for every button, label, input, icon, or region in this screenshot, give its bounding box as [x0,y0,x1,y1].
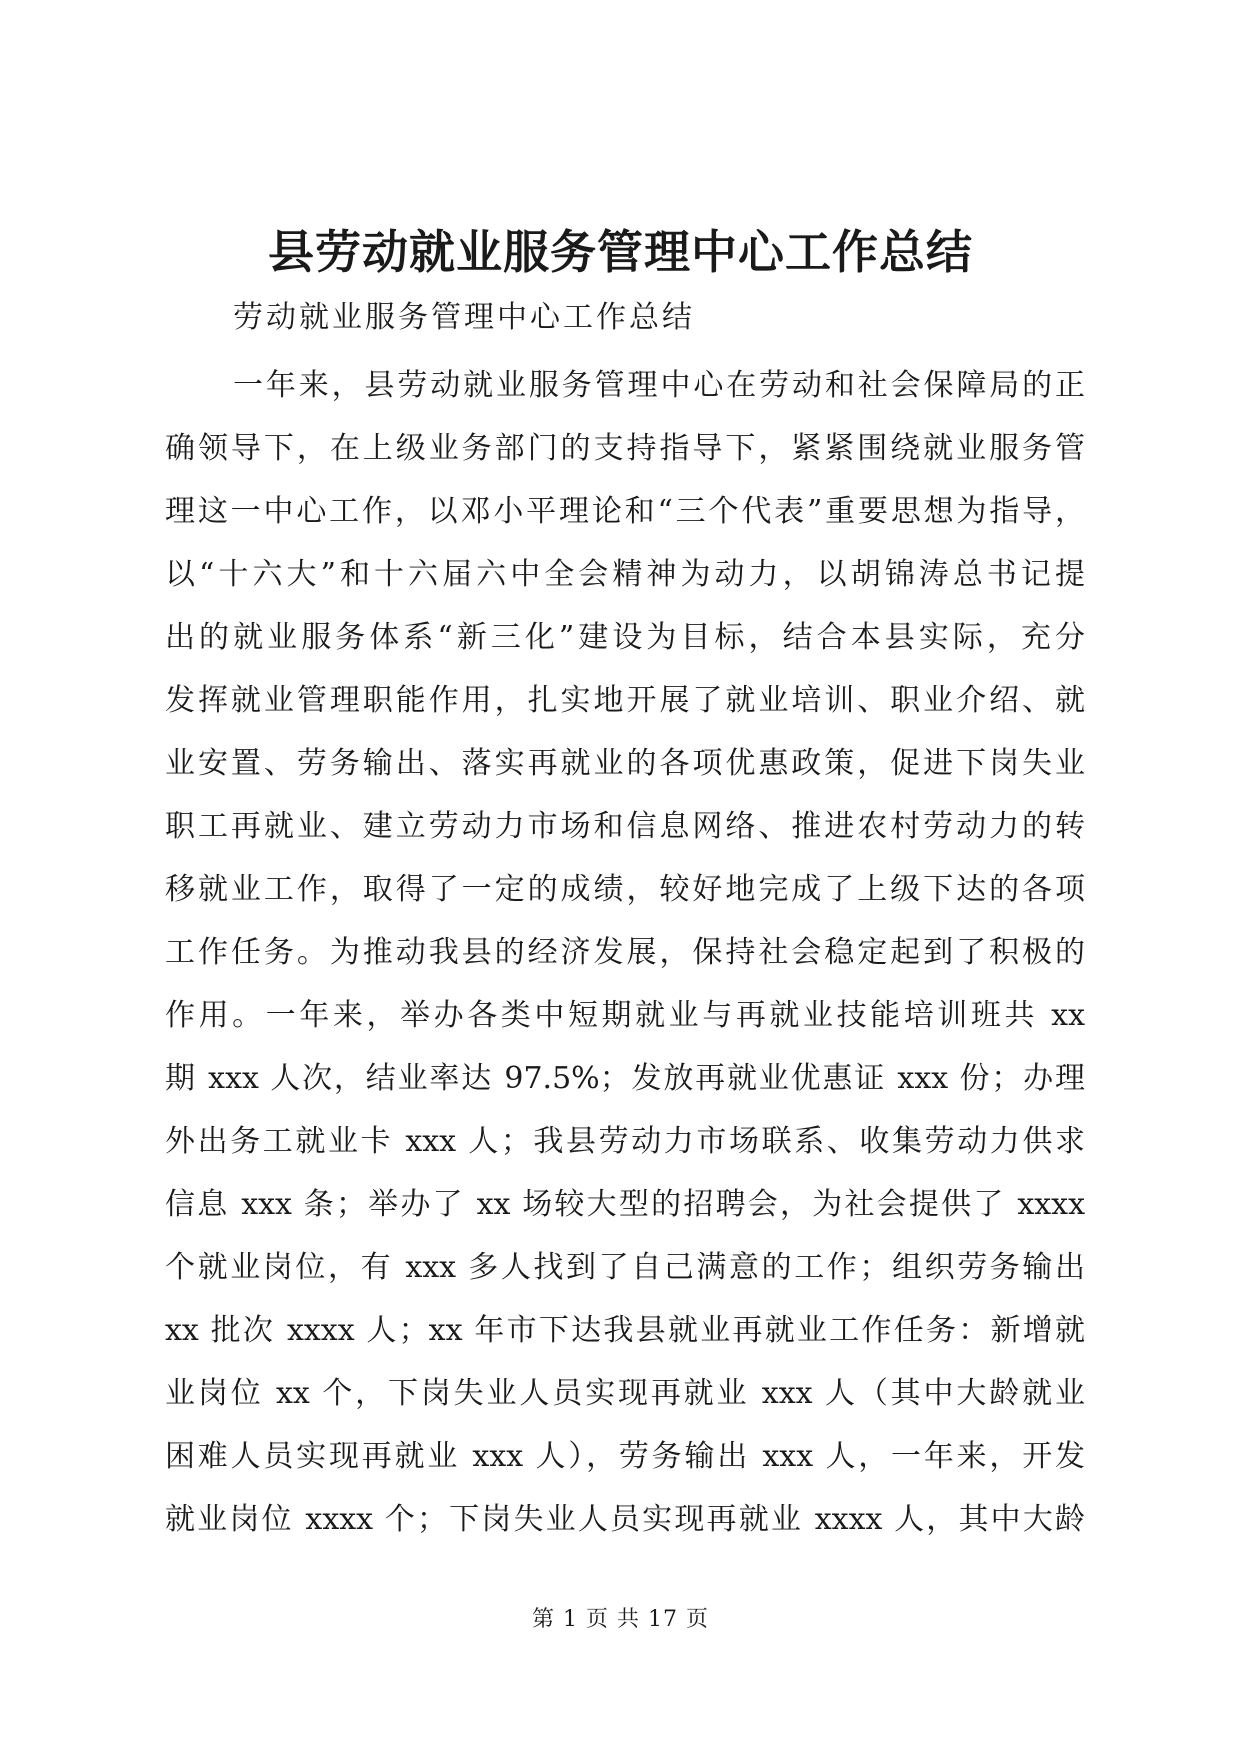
document-subtitle: 劳动就业服务管理中心工作总结 [233,300,695,335]
body-line: 个就业岗位，有 xxx 多人找到了自己满意的工作；组织劳务输出 [165,1250,1085,1285]
body-line: 作用。一年来，举办各类中短期就业与再就业技能培训班共 xx [165,998,1085,1033]
body-line: 工作任务。为推动我县的经济发展，保持社会稳定起到了积极的 [165,935,1085,970]
body-line: 困难人员实现再就业 xxx 人），劳务输出 xxx 人，一年来，开发 [165,1439,1085,1474]
document-title: 县劳动就业服务管理中心工作总结 [268,225,973,279]
body-line: 理这一中心工作，以邓小平理论和“三个代表”重要思想为指导， [165,494,1085,529]
body-line: 职工再就业、建立劳动力市场和信息网络、推进农村劳动力的转 [165,809,1085,844]
page-footer: 第 1 页 共 17 页 [532,1607,709,1632]
body-line: 业安置、劳务输出、落实再就业的各项优惠政策，促进下岗失业 [165,746,1085,781]
body-line: 期 xxx 人次，结业率达 97.5%；发放再就业优惠证 xxx 份；办理 [165,1061,1085,1096]
body-line: 外出务工就业卡 xxx 人；我县劳动力市场联系、收集劳动力供求 [165,1124,1085,1159]
body-line: 出的就业服务体系“新三化”建设为目标，结合本县实际，充分 [165,620,1085,655]
body-line: 就业岗位 xxxx 个；下岗失业人员实现再就业 xxxx 人，其中大龄 [165,1502,1085,1537]
body-line: 发挥就业管理职能作用，扎实地开展了就业培训、职业介绍、就 [165,683,1085,718]
body-line: 以“十六大”和十六届六中全会精神为动力，以胡锦涛总书记提 [165,557,1085,592]
body-line: 确领导下，在上级业务部门的支持指导下，紧紧围绕就业服务管 [165,431,1085,466]
body-text [165,354,1085,1551]
body-line: 业岗位 xx 个，下岗失业人员实现再就业 xxx 人（其中大龄就业 [165,1376,1085,1411]
body-line: 移就业工作，取得了一定的成绩，较好地完成了上级下达的各项 [165,872,1085,907]
body-line: 信息 xxx 条；举办了 xx 场较大型的招聘会，为社会提供了 xxxx [165,1187,1085,1222]
body-line: 一年来，县劳动就业服务管理中心在劳动和社会保障局的正 [233,368,1085,403]
body-line: xx 批次 xxxx 人；xx 年市下达我县就业再就业工作任务：新增就 [165,1313,1085,1348]
